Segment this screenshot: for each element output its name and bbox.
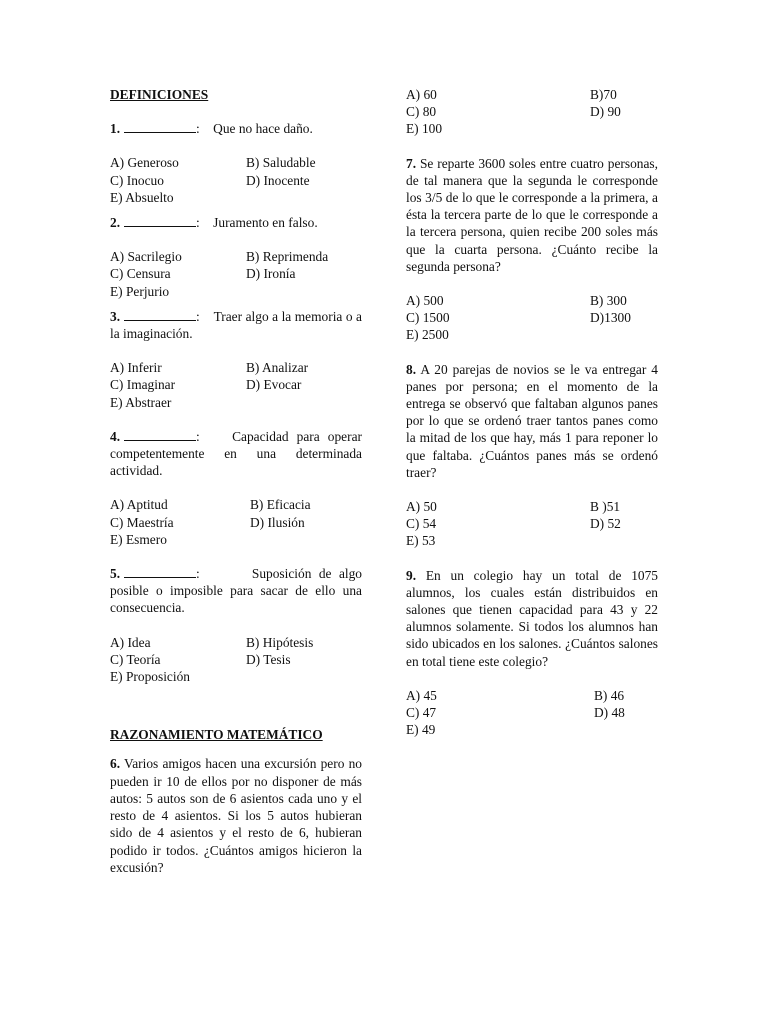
options-q5	[110, 634, 362, 686]
option: A) Generoso	[110, 155, 179, 171]
option: B) 46	[594, 687, 625, 703]
option: B) Reprimenda	[246, 249, 329, 265]
options-q3	[110, 359, 362, 411]
answer-blank	[124, 215, 196, 227]
option: A) 500	[406, 293, 444, 309]
option: E) 49	[406, 722, 436, 738]
option: E) Esmero	[110, 531, 167, 547]
definiciones-heading: DEFINICIONES	[110, 87, 209, 102]
question-9: 9. En un colegio hay un total de 1075 alumnos, los cuales están distribuidos en salones que tienen capacidad para 43 y 22 alumnos solamente. Si todos los alumnos han sido ubicados en los salones. ¿Cuántos salones en total tiene este colegio?	[406, 567, 658, 669]
option: D) Inocente	[246, 172, 310, 188]
option: C) Imaginar	[110, 377, 176, 393]
option: A) 45	[406, 687, 437, 703]
option: C) Teoría	[110, 651, 161, 667]
option: E) 100	[406, 121, 443, 137]
question-6: 6. Varios amigos hacen una excursión pero no pueden ir 10 de ellos por no disponer de más autos: 5 autos son de 6 asientos cada uno y el resto de 4 asientos. Si los 5 autos hubieran sido de 4 asientos y el resto de 6, hubieran podido ir todos. ¿Cuántos amigos hicieron la excusión?	[110, 756, 363, 875]
answer-blank	[124, 121, 196, 133]
option: B) Hipótesis	[246, 634, 314, 650]
option: C) 1500	[406, 310, 450, 326]
option: B) Saludable	[246, 155, 316, 171]
option: A) Inferir	[110, 360, 162, 376]
option: D) 48	[594, 705, 625, 721]
option: A) Sacrilegio	[110, 249, 182, 265]
option: B)70	[590, 87, 617, 102]
option: D) 90	[590, 104, 621, 120]
answer-blank	[124, 309, 196, 321]
question-7: 7. Se reparte 3600 soles entre cuatro personas, de tal manera que la segunda le corresponde los 3/5 de lo que le corresponde a la primera, a ésta la tercera parte de lo que le corresponde a la tercera persona, quien recibe 200 soles más que la cuarta persona. ¿Cuánto recibe la segunda persona?	[406, 155, 658, 274]
option: D) Evocar	[246, 377, 302, 393]
options-q7	[406, 292, 658, 344]
option: C) 80	[406, 104, 437, 120]
option: C) Maestría	[110, 514, 174, 530]
question-4: 4. : Capacidad para operar competentemente en una determinada actividad.	[110, 428, 362, 479]
option: D)1300	[590, 310, 631, 326]
option: D) 52	[590, 516, 621, 532]
option: B )51	[590, 499, 621, 515]
options-q9	[406, 687, 658, 739]
question-8: 8. A 20 parejas de novios se le va entregar 4 panes por persona; en el momento de la entrega se observó que faltaban algunos panes por lo que se ordenó traer tantos panes como la mitad de los que hay, más 1 para reponer lo que faltaba. ¿Cuántos panes más se ordenó traer?	[406, 361, 659, 480]
question-3: 3. : Traer algo a la memoria o a la imaginación.	[110, 308, 363, 342]
option: C) 54	[406, 516, 437, 532]
answer-blank	[124, 566, 196, 578]
options-q1	[110, 154, 362, 206]
option: E) Absuelto	[110, 189, 174, 205]
option: D) Ironía	[246, 266, 296, 282]
option: E) 53	[406, 533, 436, 549]
question-2: 2. : Juramento en falso.	[110, 215, 318, 231]
option: A) Idea	[110, 634, 151, 650]
option: E) Abstraer	[110, 394, 172, 410]
option: B) Analizar	[246, 360, 309, 376]
option: A) 50	[406, 499, 437, 515]
option: A) Aptitud	[110, 497, 168, 513]
razonamiento-heading: RAZONAMIENTO MATEMÁTICO	[110, 727, 323, 743]
option: B) 300	[590, 293, 627, 309]
option: D) Ilusión	[250, 514, 305, 530]
answer-blank	[124, 429, 196, 441]
question-1: 1. : Que no hace daño.	[110, 121, 313, 137]
right-column	[406, 86, 658, 739]
option: C) 47	[406, 705, 437, 721]
left-column	[110, 86, 362, 876]
options-q8	[406, 498, 658, 550]
option: B) Eficacia	[250, 497, 311, 513]
options-q2	[110, 248, 362, 300]
question-5: 5. : Suposición de algo posible o imposible para sacar de ello una consecuencia.	[110, 566, 362, 616]
option: C) Inocuo	[110, 172, 164, 188]
option: E) Perjurio	[110, 283, 170, 299]
option: C) Censura	[110, 266, 171, 282]
option: E) Proposición	[110, 669, 190, 685]
options-q6	[406, 86, 658, 138]
option: E) 2500	[406, 327, 449, 343]
option: A) 60	[406, 87, 437, 102]
options-q4	[110, 496, 362, 548]
option: D) Tesis	[246, 651, 291, 667]
